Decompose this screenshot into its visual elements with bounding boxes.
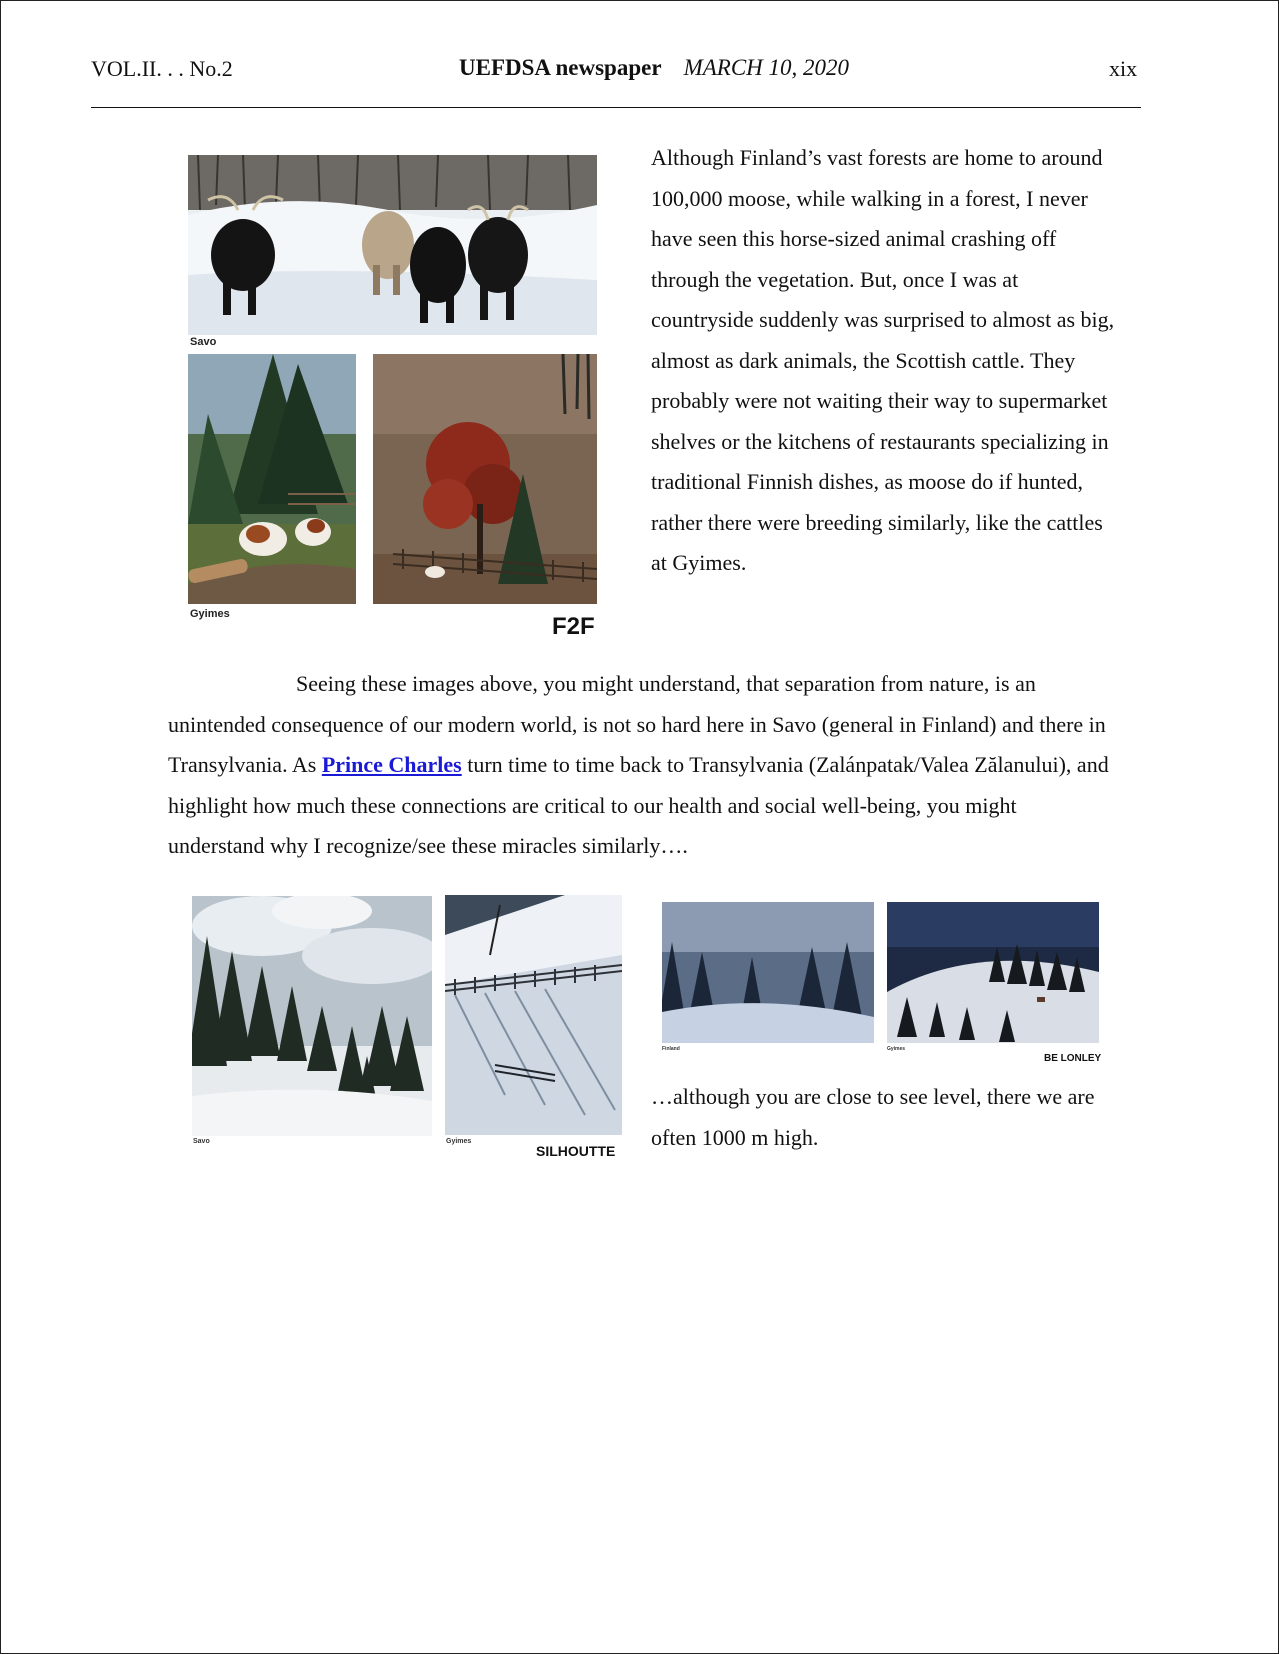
caption-finland: Finland (662, 1046, 680, 1052)
paragraph-text-before-link: Seeing these images above, you might understand, that separation from nature, is an unintended consequence of our modern world, is not so hard here in Savo (general in Finland) and there in Transylvania. As (168, 671, 1106, 777)
photo-fence-shadows-snow (445, 895, 622, 1135)
photo-cows-on-path (188, 354, 356, 604)
article-column-text: Although Finland’s vast forests are home to around 100,000 moose, while walking in a forest, I never have seen this horse-sized animal crashing off through the vegetation. But, once I was at countryside suddenly was surprised to almost as big, almost as dark animals, the Scottish cattle. They probably were not waiting their way to supermarket shelves or the kitchens of restaurants specializing in traditional Finnish dishes, as moose do if hunted, rather there were breeding similarly, like the cattles at Gyimes. (651, 145, 1115, 575)
figure-label-f2f: F2F (552, 613, 595, 640)
publication-name: UEFDSA newspaper (459, 55, 662, 80)
prince-charles-link[interactable]: Prince Charles (321, 752, 462, 777)
caption-gyimes-right: Gyimes (887, 1046, 906, 1052)
caption-gyimes: Gyimes (190, 608, 230, 620)
paragraph-text-after-link: turn time to time back to Transylvania (Zalánpatak/Valea Zălanului), and highlight how much these connections are critical to our health and social well-being, you might understand why I recognize/see these miracles similarly…. (168, 752, 1109, 858)
caption-savo-bottom: Savo (193, 1138, 210, 1145)
photo-finland-winter-dusk (662, 902, 874, 1043)
issue-date: MARCH 10, 2020 (683, 55, 850, 80)
photo-autumn-tree-pasture (373, 354, 597, 604)
volume-label: VOL.II. . . No.2 (91, 56, 233, 81)
photo-snowy-spruce-forest (192, 896, 432, 1136)
caption-gyimes-bottom: Gyimes (446, 1138, 472, 1145)
photo-gyimes-snowy-hill (887, 902, 1099, 1043)
masthead (459, 55, 849, 81)
figure-label-silhoutte: SILHOUTTE (536, 1143, 616, 1159)
altitude-note-text: …although you are close to see level, there we are often 1000 m high. (651, 1084, 1095, 1150)
figure-label-be-lonley: BE LONLEY (1044, 1053, 1102, 1064)
header-divider (91, 107, 1141, 108)
article-paragraph (168, 664, 1113, 867)
caption-savo: Savo (190, 336, 217, 348)
photo-cattle-in-snow (188, 155, 597, 335)
page-number: xix (1109, 56, 1138, 81)
